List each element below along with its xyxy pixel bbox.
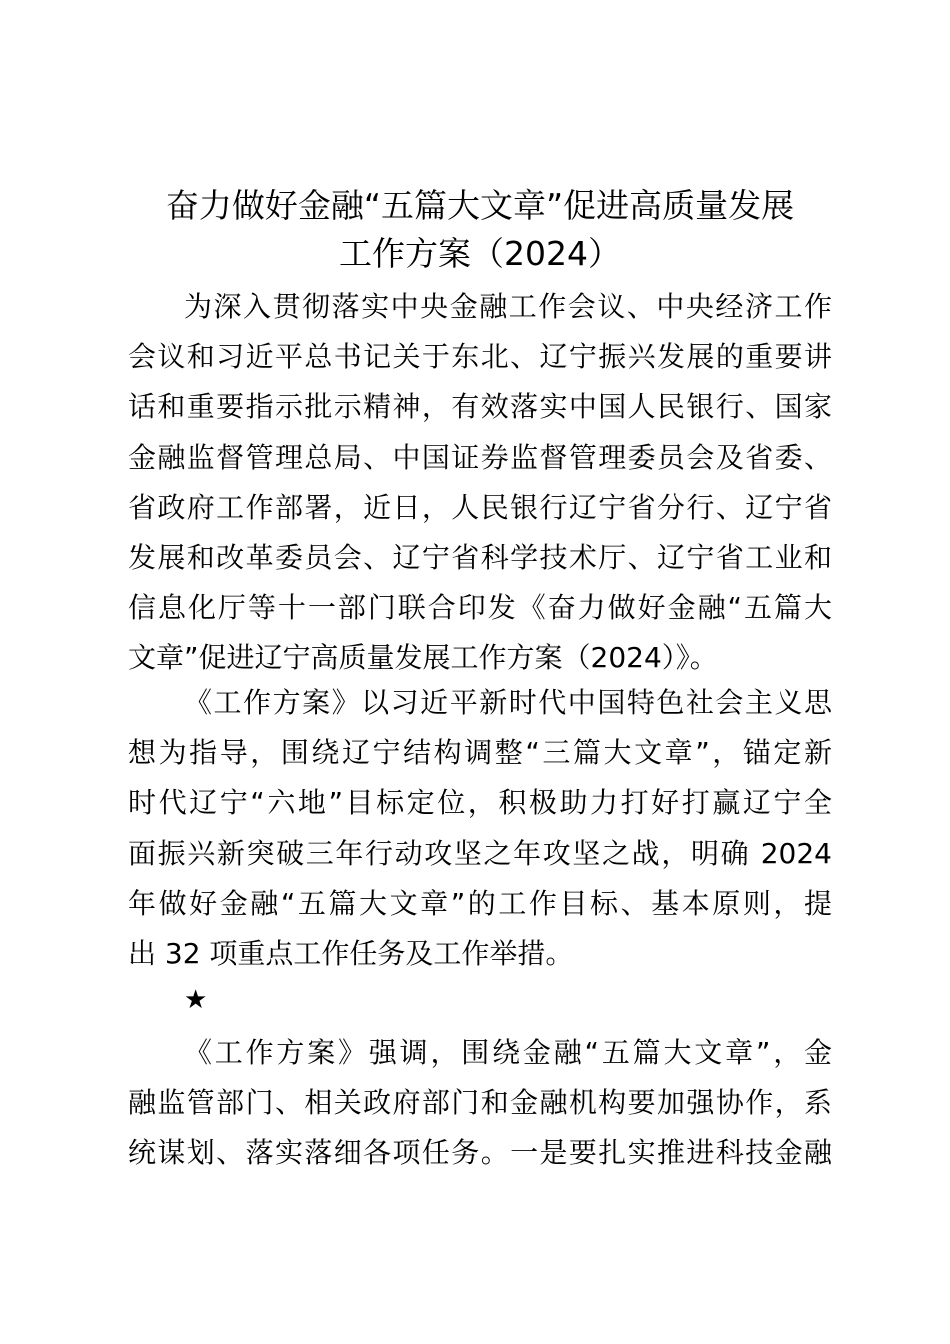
paragraph-line: 时代辽宁“六地”目标定位，积极助力打好打赢辽宁全	[128, 786, 832, 820]
paragraph-line: 《工作方案》以习近平新时代中国特色社会主义思	[184, 686, 832, 719]
paragraph-line: 金融监督管理总局、中国证券监督管理委员会及省委、	[128, 440, 832, 474]
paragraph-1	[128, 282, 832, 684]
document-title-line-2: 工作方案（2024）	[339, 234, 621, 273]
paragraph-line: 出 32 项重点工作任务及工作举措。	[128, 937, 574, 971]
paragraph-2	[128, 678, 832, 979]
paragraph-line: 话和重要指示批示精神，有效落实中国人民银行、国家	[128, 390, 832, 424]
paragraph-line: 面振兴新突破三年行动攻坚之年攻坚之战，明确 2024	[128, 836, 832, 870]
paragraph-line: 融监管部门、相关政府部门和金融机构要加强协作，系	[128, 1086, 832, 1120]
paragraph-line: 文章”促进辽宁高质量发展工作方案（2024）》。	[128, 641, 718, 675]
paragraph-line: 省政府工作部署，近日，人民银行辽宁省分行、辽宁省	[128, 490, 832, 524]
paragraph-3	[128, 1028, 832, 1179]
document-title-line-1: 奋力做好金融“五篇大文章”促进高质量发展	[165, 186, 795, 225]
paragraph-line: 年做好金融“五篇大文章”的工作目标、基本原则，提	[128, 886, 832, 920]
paragraph-line: 会议和习近平总书记关于东北、辽宁振兴发展的重要讲	[128, 340, 832, 374]
paragraph-line: 《工作方案》强调，围绕金融“五篇大文章”，金	[184, 1036, 832, 1069]
star-separator-icon: ★	[184, 985, 208, 1015]
paragraph-line: 想为指导，围绕辽宁结构调整“三篇大文章”，锚定新	[128, 736, 832, 770]
paragraph-line: 发展和改革委员会、辽宁省科学技术厅、辽宁省工业和	[128, 541, 832, 575]
paragraph-line: 统谋划、落实落细各项任务。一是要扎实推进科技金融	[128, 1136, 832, 1170]
paragraph-line: 为深入贯彻落实中央金融工作会议、中央经济工作	[184, 290, 832, 323]
paragraph-line: 信息化厅等十一部门联合印发《奋力做好金融“五篇大	[128, 591, 832, 625]
